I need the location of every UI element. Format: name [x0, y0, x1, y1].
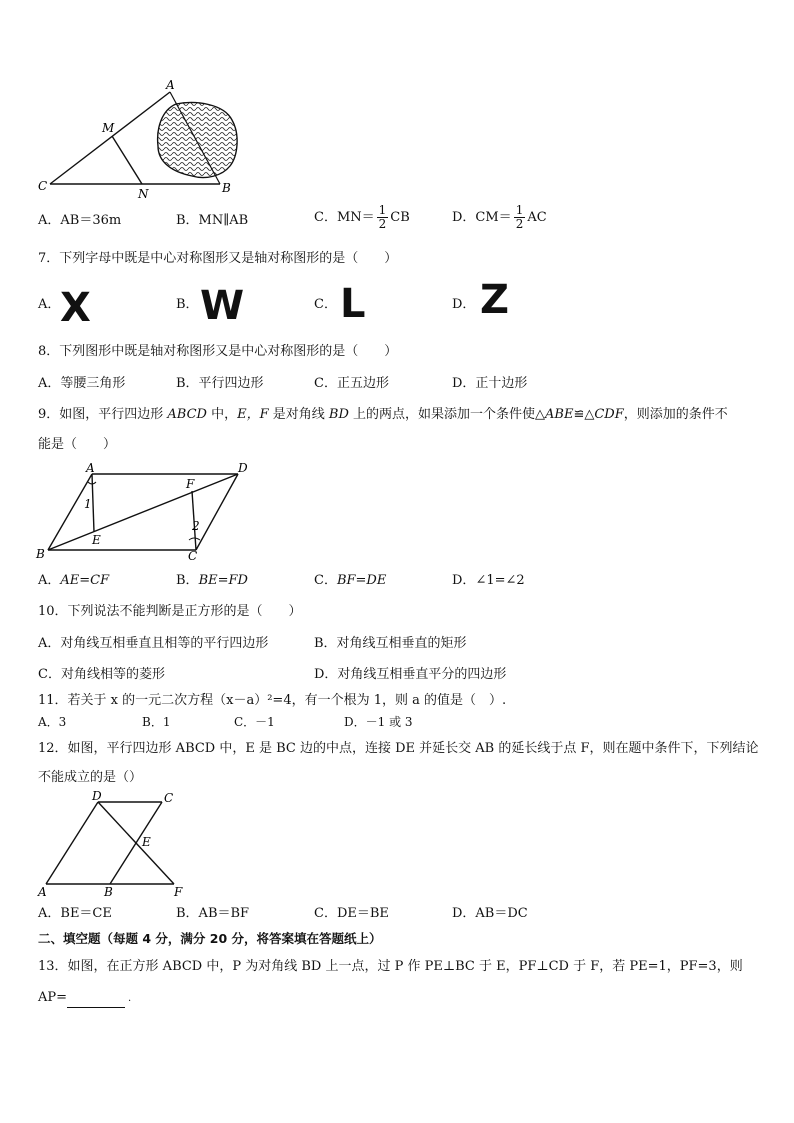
q6-c-den: 2 [378, 217, 387, 231]
q9-stem-cdf: CDF [594, 407, 624, 422]
q6-d-den: 2 [515, 217, 524, 231]
q12-option-d: D．AB＝DC [452, 906, 528, 921]
section-heading: 二、填空题（每题 4 分，满分 20 分，将答案填在答题纸上） [38, 931, 382, 946]
q6-figure [36, 76, 246, 200]
q13-ap-prefix: AP= [38, 990, 68, 1005]
line-df [98, 802, 174, 884]
q6-option-d-fraction [514, 204, 526, 231]
q9-stem-part3: 是对角线 [268, 407, 329, 422]
label-a: A [166, 78, 175, 92]
q10-option-a: A．对角线互相垂直且相等的平行四边形 [38, 636, 269, 651]
q7-option-a-letter: X [60, 285, 91, 331]
q6-option-d-prefix: D．CM＝ [452, 210, 512, 225]
q9-stem-ef: E，F [237, 407, 269, 422]
q9-option-d-expr: ∠1=∠2 [475, 573, 525, 588]
segment-ae [92, 474, 94, 532]
q10-option-d: D．对角线互相垂直平分的四边形 [314, 667, 507, 682]
q7-option-c-label: C． [314, 297, 337, 312]
label-m: M [102, 121, 115, 135]
q9-stem-abcd: ABCD [167, 407, 207, 422]
q10-option-b: B．对角线互相垂直的矩形 [314, 636, 467, 651]
side-ab [48, 474, 92, 550]
q9-figure [34, 460, 256, 564]
q9-option-b-label: B． [176, 573, 199, 588]
label-n: N [138, 187, 149, 200]
label-b: B [36, 547, 45, 561]
side-ad [46, 802, 98, 884]
q11-stem: 11．若关于 x 的一元二次方程（x－a）²=4，有一个根为 1，则 a 的值是（ ）. [38, 693, 507, 708]
q11-option-a: A．3 [38, 715, 67, 729]
q6-option-d [452, 204, 547, 231]
q7-option-c-letter: L [340, 281, 366, 327]
q6-option-c-fraction [377, 204, 389, 231]
q9-stem-part6: ，则添加的条件不 [623, 407, 728, 422]
q7-option-b-letter: W [200, 283, 245, 329]
q9-option-a-expr: AE=CF [60, 573, 110, 588]
q9-option-b [176, 572, 248, 590]
q9-option-d [452, 572, 525, 590]
q13-suffix: . [128, 993, 132, 1004]
label-f: F [174, 885, 183, 899]
q9-option-b-expr: BE=FD [198, 573, 248, 588]
q6-c-num: 1 [378, 203, 387, 217]
label-c: C [188, 549, 198, 563]
q10-option-c: C．对角线相等的菱形 [38, 667, 165, 682]
q9-stem-abe: ABE [545, 407, 574, 422]
q10-stem: 10．下列说法不能判断是正方形的是（ ） [38, 604, 302, 619]
q9-option-c [314, 572, 386, 590]
q6-option-c-suffix: CB [390, 210, 410, 225]
q8-option-d: D．正十边形 [452, 376, 528, 391]
q7-option-d-letter: Z [480, 277, 510, 323]
label-b: B [104, 885, 113, 899]
label-e: E [142, 835, 151, 849]
q6-option-d-suffix: AC [527, 210, 547, 225]
q9-option-a [38, 572, 109, 590]
q8-option-c: C．正五边形 [314, 376, 389, 391]
q9-stem-line2: 能是（ ） [38, 437, 117, 452]
q6-option-b: B．MN∥AB [176, 213, 249, 228]
q8-option-a: A．等腰三角形 [38, 376, 126, 391]
label-e: E [92, 533, 101, 547]
q7-option-a-label: A． [38, 297, 61, 312]
q7-stem: 7．下列字母中既是中心对称图形又是轴对称图形的是（ ） [38, 251, 398, 266]
q9-stem-part1: 9．如图，平行四边形 [38, 407, 168, 422]
pond-shape [158, 103, 237, 178]
q12-stem-line1: 12．如图，平行四边形 ABCD 中，E 是 BC 边的中点，连接 DE 并延长交 AB 的延长线于点 F，则在题中条件下，下列结论 [38, 741, 759, 756]
q8-option-b: B．平行四边形 [176, 376, 264, 391]
label-c: C [38, 179, 48, 193]
q6-option-a: A．AB＝36m [38, 213, 122, 228]
q9-stem-part4: 上的两点，如果添加一个条件使△ [348, 407, 546, 422]
diagonal-bd [48, 474, 238, 550]
q6-d-num: 1 [515, 203, 524, 217]
q7-option-b-label: B． [176, 297, 199, 312]
answer-blank[interactable] [67, 993, 125, 1008]
segment-ca [50, 92, 170, 184]
q8-stem: 8．下列图形中既是轴对称图形又是中心对称图形的是（ ） [38, 344, 398, 359]
segment-mn [112, 136, 142, 184]
q9-option-c-expr: BF=DE [336, 573, 387, 588]
q11-option-c: C．－1 [234, 715, 275, 729]
q12-option-c: C．DE＝BE [314, 906, 389, 921]
q13-stem: 13．如图，在正方形 ABCD 中，P 为对角线 BD 上一点，过 P 作 PE⊥BC 于 E，PF⊥CD 于 F，若 PE=1，PF=3，则 [38, 959, 743, 974]
q12-option-b: B．AB＝BF [176, 906, 250, 921]
q9-stem [38, 406, 728, 424]
q9-option-c-label: C． [314, 573, 337, 588]
q12-stem-line2: 不能成立的是（） [38, 770, 143, 785]
q9-option-a-label: A． [38, 573, 61, 588]
label-2: 2 [192, 519, 200, 533]
side-dc [196, 474, 238, 550]
q9-option-d-label: D． [452, 573, 476, 588]
q9-stem-part2: 中， [206, 407, 238, 422]
q13-line2 [38, 989, 131, 1008]
label-1: 1 [84, 497, 92, 511]
q7-option-d-label: D． [452, 297, 476, 312]
label-d: D [92, 790, 102, 803]
q9-stem-bd: BD [328, 407, 349, 422]
label-a: A [86, 461, 95, 475]
q11-option-b: B．1 [142, 715, 171, 729]
q9-stem-part5: ≌△ [573, 407, 595, 422]
q6-option-c-prefix: C．MN＝ [314, 210, 375, 225]
q12-option-a: A．BE＝CE [38, 906, 112, 921]
q12-figure [34, 790, 190, 900]
q6-option-c [314, 204, 410, 231]
label-c: C [164, 791, 174, 805]
label-b: B [222, 181, 231, 195]
label-d: D [238, 461, 248, 475]
angle2-arc [189, 538, 200, 540]
label-a: A [38, 885, 47, 899]
label-f: F [186, 477, 195, 491]
q11-option-d: D．－1 或 3 [344, 715, 413, 729]
